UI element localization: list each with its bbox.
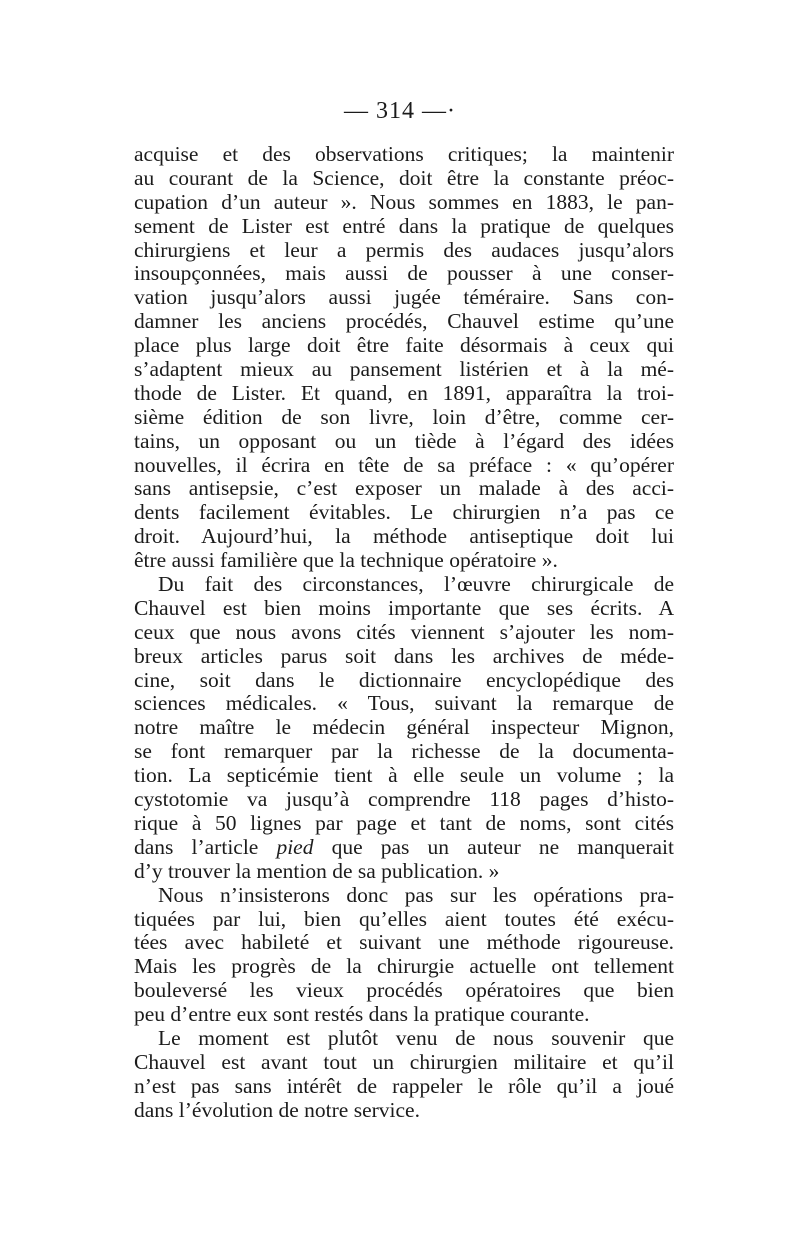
text-line: rique à 50 lignes par page et tant de noms, sont cités bbox=[134, 810, 674, 835]
text-line: chirurgiens et leur a permis des audaces jusqu’alors bbox=[134, 237, 674, 262]
text-line: notre maître le médecin général inspecteur Mignon, bbox=[134, 715, 674, 740]
text-line: sement de Lister est entré dans la pratique de quelques bbox=[134, 213, 674, 238]
text-line: Chauvel est bien moins importante que ses écrits. A bbox=[134, 595, 674, 620]
text-line: au courant de la Science, doit être la constante préoc- bbox=[134, 165, 674, 190]
text-line: bouleversé les vieux procédés opératoires que bien bbox=[134, 978, 674, 1003]
text-line: sans antisepsie, c’est exposer un malade à des acci- bbox=[134, 476, 674, 501]
text-line: droit. Aujourd’hui, la méthode antiseptique doit lui bbox=[134, 524, 674, 549]
text-line: insoupçonnées, mais aussi de pousser à une conser- bbox=[134, 261, 674, 286]
page-number: — 314 —· bbox=[344, 98, 456, 124]
text-line: ceux que nous avons cités viennent s’ajouter les nom- bbox=[134, 619, 674, 644]
text-line: Mais les progrès de la chirurgie actuelle ont tellement bbox=[134, 954, 674, 979]
text-line: être aussi familière que la technique opératoire ». bbox=[134, 548, 558, 573]
text-line: damner les anciens procédés, Chauvel estime qu’une bbox=[134, 309, 674, 334]
text-line: cupation d’un auteur ». Nous sommes en 1883, le pan- bbox=[134, 189, 674, 214]
body-text bbox=[134, 143, 674, 1123]
text-line: tiquées par lui, bien qu’elles aient toutes été exécu- bbox=[134, 906, 674, 931]
text-segment: que pas un auteur ne manquerait bbox=[313, 834, 674, 859]
text-line: dents facilement évitables. Le chirurgien n’a pas ce bbox=[134, 500, 674, 525]
text-line: d’y trouver la mention de sa publication. » bbox=[134, 858, 500, 883]
text-line: cine, soit dans le dictionnaire encyclopédique des bbox=[134, 667, 674, 692]
text-line: sième édition de son livre, loin d’être, comme cer- bbox=[134, 404, 674, 429]
text-line: place plus large doit être faite désormais à ceux qui bbox=[134, 333, 674, 358]
text-line: sciences médicales. « Tous, suivant la remarque de bbox=[134, 691, 674, 716]
text-line: nouvelles, il écrira en tête de sa préface : « qu’opérer bbox=[134, 452, 674, 477]
text-line: Chauvel est avant tout un chirurgien militaire et qu’il bbox=[134, 1049, 674, 1074]
text-line bbox=[134, 836, 674, 860]
text-line: Le moment est plutôt venu de nous souvenir que bbox=[158, 1025, 674, 1050]
text-line: breux articles parus soit dans les archives de méde- bbox=[134, 643, 674, 668]
text-line: tains, un opposant ou un tiède à l’égard des idées bbox=[134, 428, 674, 453]
text-line: Nous n’insisterons donc pas sur les opérations pra- bbox=[158, 882, 674, 907]
text-line: thode de Lister. Et quand, en 1891, apparaîtra la troi- bbox=[134, 380, 674, 405]
text-line: n’est pas sans intérêt de rappeler le rôle qu’il a joué bbox=[134, 1073, 674, 1098]
text-line: s’adaptent mieux au pansement listérien et à la mé- bbox=[134, 357, 674, 382]
text-line: vation jusqu’alors aussi jugée téméraire. Sans con- bbox=[134, 285, 674, 310]
text-line: Du fait des circonstances, l’œuvre chirurgicale de bbox=[158, 572, 674, 597]
text-line: peu d’entre eux sont restés dans la pratique courante. bbox=[134, 1002, 590, 1027]
text-segment: dans l’article bbox=[134, 834, 277, 859]
text-line: se font remarquer par la richesse de la documenta- bbox=[134, 739, 674, 764]
text-line: cystotomie va jusqu’à comprendre 118 pages d’histo- bbox=[134, 787, 674, 812]
text-line: tées avec habileté et suivant une méthode rigoureuse. bbox=[134, 930, 674, 955]
italic-word: pied bbox=[276, 834, 314, 859]
text-line: acquise et des observations critiques; la maintenir bbox=[134, 142, 674, 166]
text-line: tion. La septicémie tient à elle seule un volume ; la bbox=[134, 763, 674, 788]
text-line: dans l’évolution de notre service. bbox=[134, 1097, 420, 1122]
